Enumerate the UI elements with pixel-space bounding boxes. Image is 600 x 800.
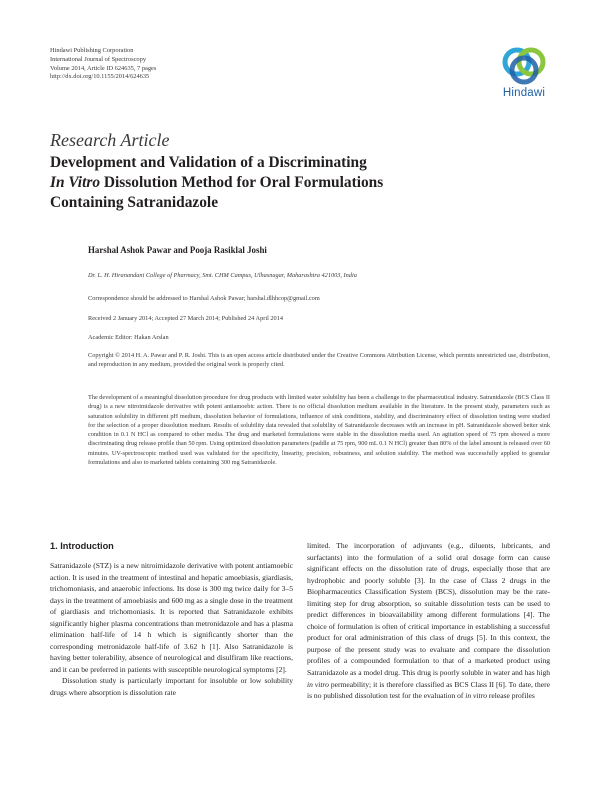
logo-wordmark: Hindawi	[502, 87, 546, 99]
title-line-3: Containing Satranidazole	[50, 194, 219, 211]
intro-paragraph-2: Dissolution study is particularly important for insoluble or low solubility drugs where absorption is dissolution rate	[50, 676, 293, 698]
affiliation: Dr. L. H. Hiranandani College of Pharmacy, Smt. CHM Campus, Ulhasnagar, Maharashtra 421003, India	[88, 272, 357, 279]
journal-name: International Journal of Spectroscopy	[50, 55, 147, 63]
title-italic-in-vitro: In Vitro	[50, 174, 101, 191]
correspondence: Correspondence should be addressed to Harshal Ashok Pawar; harshal.dlhhcop@gmail.com	[88, 295, 320, 302]
hindawi-logo-icon	[496, 44, 552, 88]
para-text-c: release profiles	[487, 691, 535, 701]
abstract: The development of a meaningful dissolution procedure for drug products with limited water solubility has been a challenge to the pharmaceutical industry. Satranidazole (BCS Class II drug) is a new nitroimidazole derivative with potent antiamoebic action. There is no official dissolution medium available in the literature. In the present study, parameters such as saturation solubility in different pH medium, dissolution behavior of formulations, influence of sink conditions, stability, and discriminatory effect of dissolution testing were studied for the selection of a proper dissolution medium. Results of solubility data revealed that solubility of Satranidazole decreases with an increase in pH. Satranidazole showed better sink condition in 0.1 N HCl as compared to other media. The drug and marketed formulations were stable in the dissolution media used. An agitation speed of 75 rpm showed a more discriminating drug release profile than 50 rpm. Using optimized dissolution parameters (paddle at 75 rpm, 900 mL 0.1 N HCl) greater than 80% of the label amount is released over 60 minutes. UV-spectroscopic method used was validated for the specificity, linearity, precision, robustness, and solution stability. The method was successfully applied to granular formulations and also to marketed tablets containing 300 mg Satranidazole.	[88, 394, 550, 466]
article-title	[50, 153, 550, 213]
body-column-right	[307, 540, 550, 702]
para-text-b: permeability; it is therefore classified as BCS Class II [6]. To date, there is no published dissolution test for the evaluation of	[307, 679, 550, 701]
copyright-notice: Copyright © 2014 H. A. Pawar and P. R. Joshi. This is an open access article distributed under the Creative Commons Attribution License, which permits unrestricted use, distribution, and reproduction in any medium, provided the original work is properly cited.	[88, 352, 550, 369]
title-line-2-rest: Dissolution Method for Oral Formulations	[100, 174, 384, 191]
title-line-1: Development and Validation of a Discriminating	[50, 154, 367, 171]
academic-editor: Academic Editor: Hakan Arslan	[88, 334, 169, 341]
para-italic-in-vitro-1: in vitro	[307, 679, 329, 689]
journal-metadata	[50, 47, 156, 82]
intro-paragraph-1: Satranidazole (STZ) is a new nitroimidazole derivative with potent antiamoebic action. It is used in the treatment of intestinal and hepatic amoebiasis, giardiasis, trichomoniasis, and anaerobic infections. Its dose is 300 mg twice daily for 3–5 days in the treatment of amoebiasis and 600 mg as a single dose in the treatment of giardiasis and trichomoniasis. It is reported that Satranidazole exhibits significantly higher plasma concentrations than metronidazole and has a plasma elimination half-life of 14 h which is significantly shorter than the corresponding metronidazole half-life of 3.62 h [1]. Also Satranidazole is having better tolerability, absence of neurological and disulfiram like reactions, and it can be preferred in patients with susceptible neurological symptoms [2].	[50, 561, 293, 674]
article-type: Research Article	[50, 130, 170, 150]
author-list: Harshal Ashok Pawar and Pooja Rasiklal Joshi	[88, 245, 267, 255]
doi-link[interactable]: http://dx.doi.org/10.1155/2014/624635	[50, 73, 150, 81]
para-text-a: limited. The incorporation of adjuvants (e.g., diluents, lubricants, and surfactants) into the formulation of a solid oral dosage form can cause significant effects on the dissolution rate of drugs, especially those that are hydrophobic and poorly soluble [3]. In the case of Class 2 drugs in the Biopharmaceutics Classification System (BCS), dissolution may be the rate-limiting step for drug absorption, so suitable dissolution tests can be used to predict differences in bioavailability among different formulations [4]. The choice of formulation is often of critical importance in establishing a successful product for oral administration of this class of drugs [5]. In this context, the purpose of the present study was to evaluate and compare the dissolution profiles of a compounded formulation to that of a marketed product using Satranidazole as a model drug. This drug is poorly soluble in water and has high	[307, 541, 550, 678]
body-column-left	[50, 540, 293, 699]
intro-paragraph-continued	[307, 540, 550, 702]
publication-dates: Received 2 January 2014; Accepted 27 March 2014; Published 24 April 2014	[88, 315, 283, 322]
publisher-name: Hindawi Publishing Corporation	[50, 47, 134, 54]
volume-info: Volume 2014, Article ID 624635, 7 pages	[50, 64, 157, 72]
section-heading-introduction: 1. Introduction	[50, 541, 114, 551]
hindawi-logo	[496, 44, 552, 104]
title-line-2	[50, 173, 550, 193]
para-italic-in-vitro-2: in vitro	[465, 691, 487, 701]
